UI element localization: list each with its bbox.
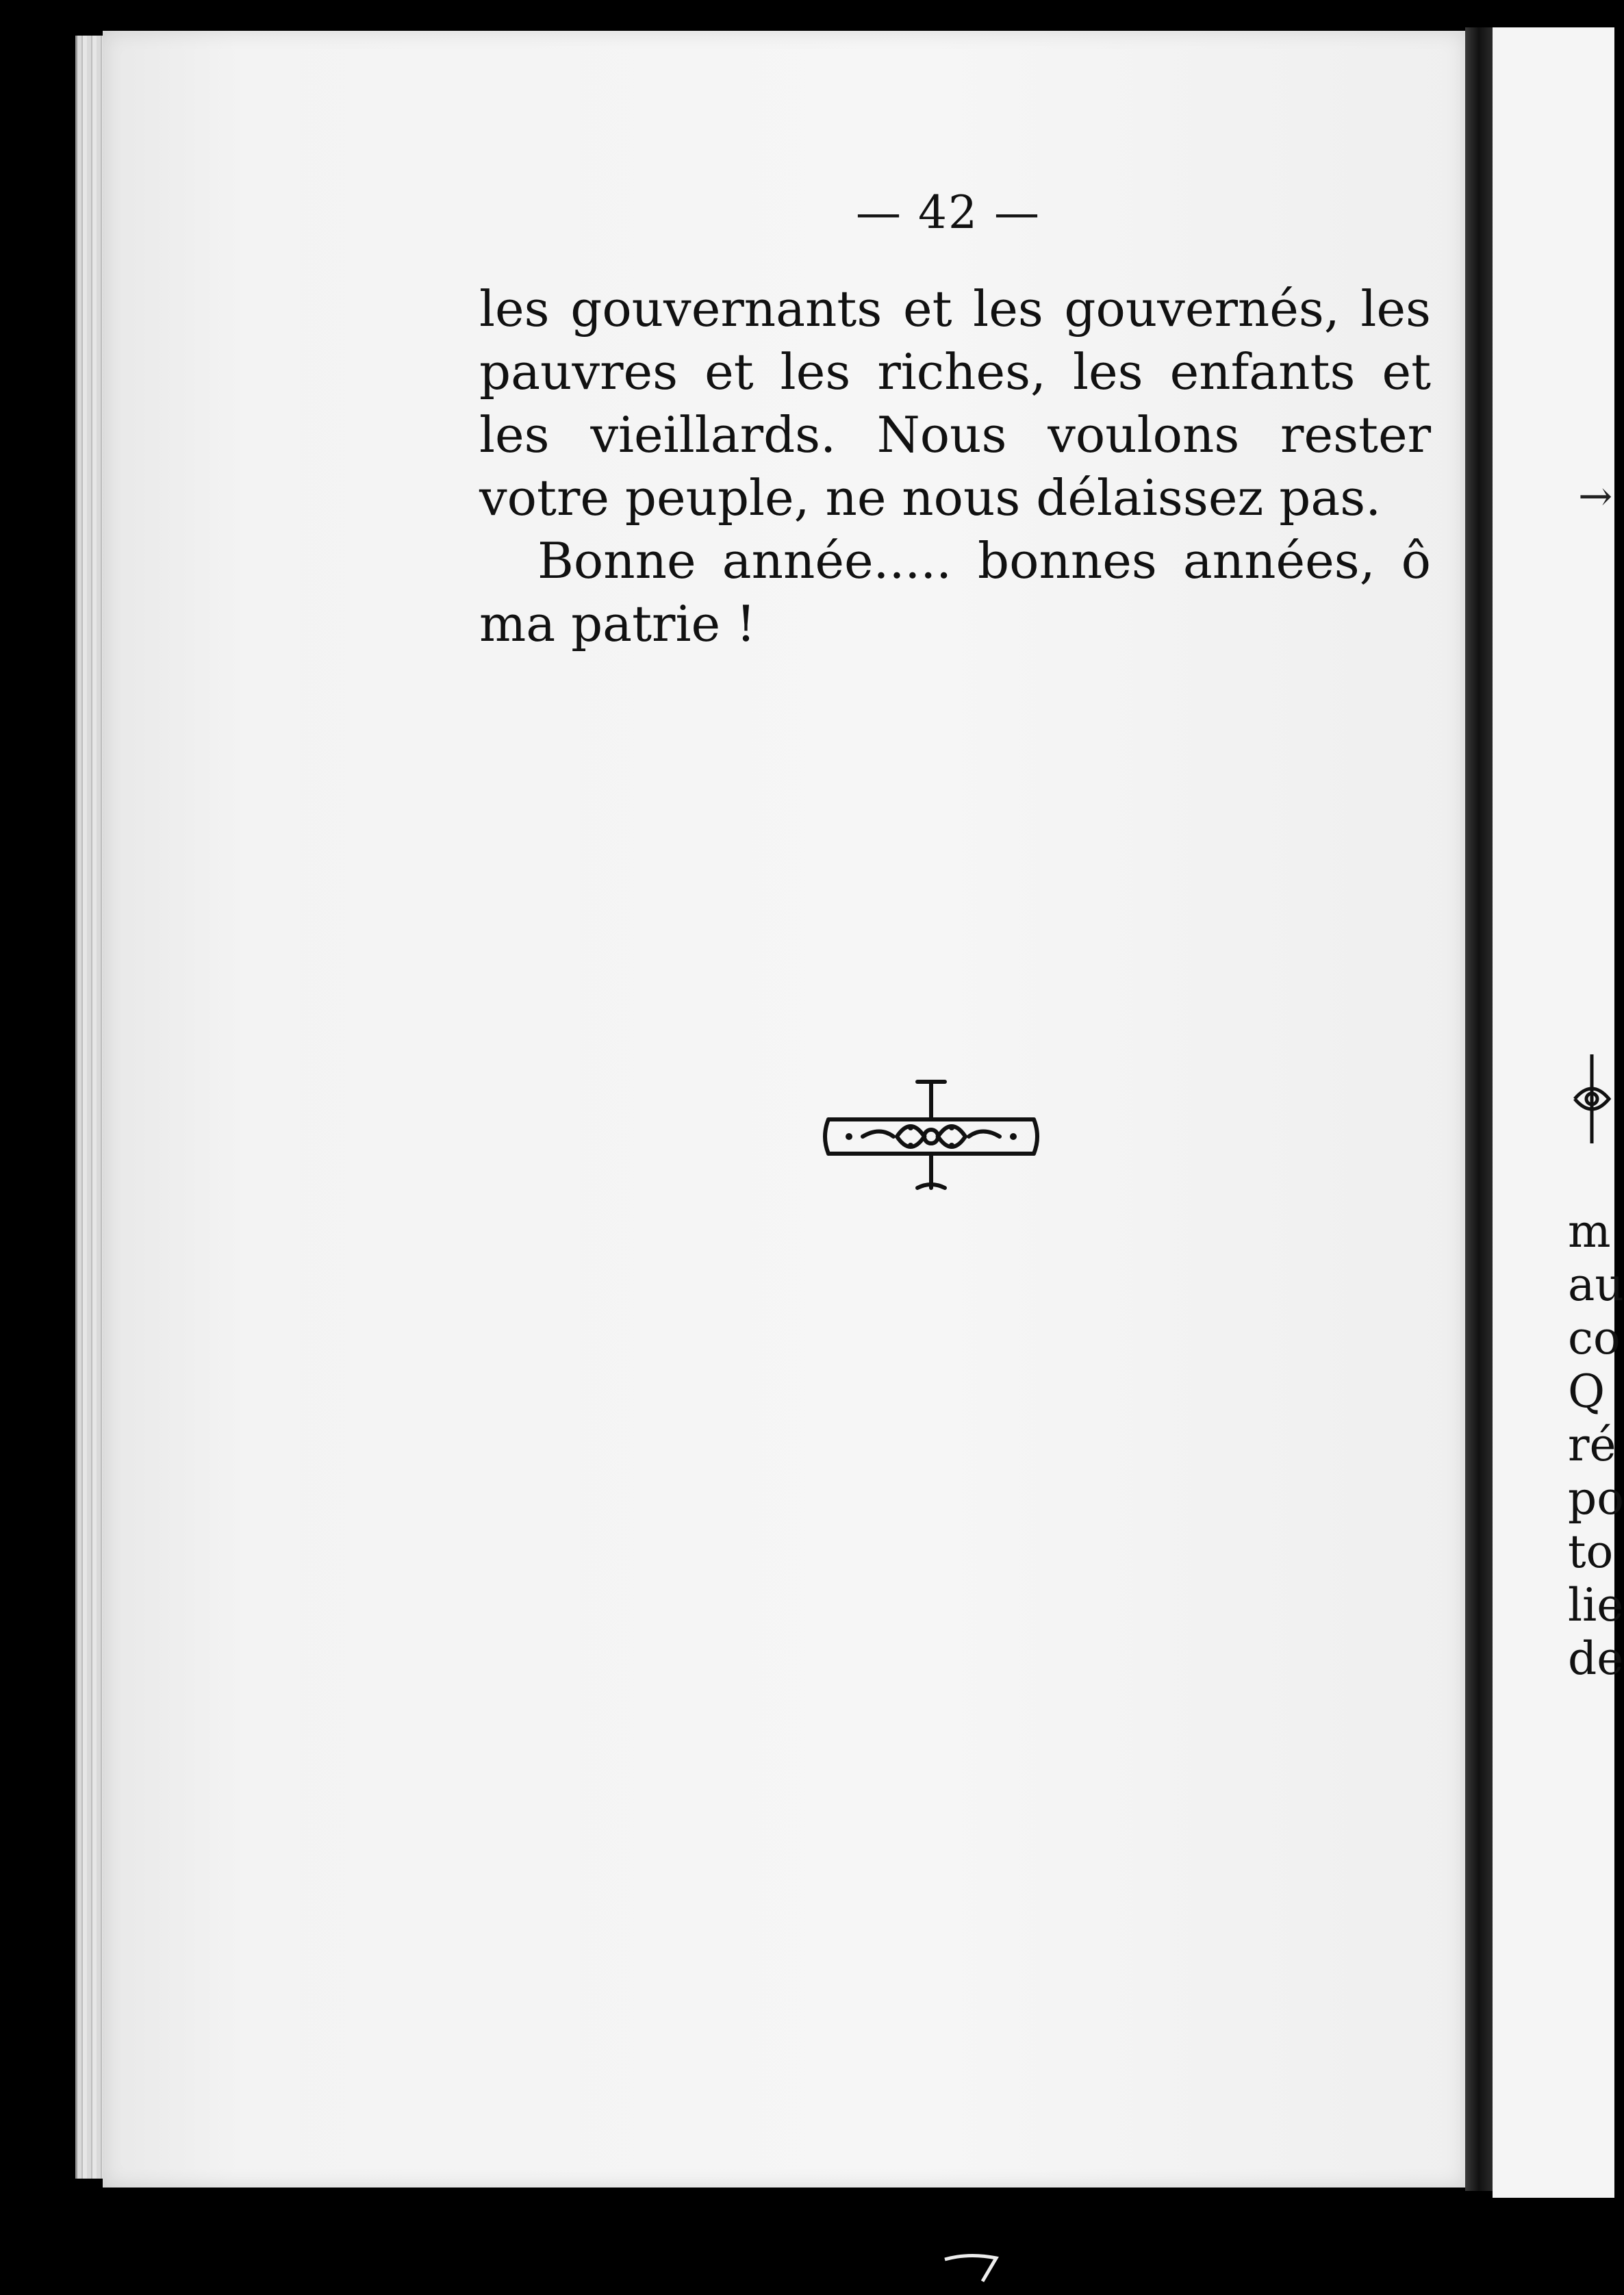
- text-fragment: po: [1568, 1472, 1624, 1525]
- text-fragment: to: [1568, 1525, 1614, 1578]
- facing-page-text: [1568, 1205, 1624, 1686]
- body-text: [479, 277, 1431, 655]
- book-gutter: [1465, 27, 1493, 2191]
- fleuron-ornament-icon: [1571, 1048, 1619, 1150]
- text-fragment: lie: [1568, 1579, 1624, 1632]
- text-fragment: co: [1568, 1312, 1621, 1365]
- text-fragment: ré: [1568, 1419, 1616, 1471]
- text-line: les vieillards. Nous voulons rester: [479, 406, 1431, 464]
- text-line: Bonne année..... bonnes années, ô: [537, 532, 1431, 589]
- text-line: votre peuple, ne nous délaissez pas.: [479, 469, 1382, 527]
- text-line: ma patrie !: [479, 595, 756, 652]
- text-fragment: m: [1568, 1205, 1611, 1258]
- page-number: — 42 —: [856, 186, 1041, 239]
- text-line: pauvres et les riches, les enfants et: [479, 343, 1431, 401]
- arrow-fragment: →: [1578, 472, 1613, 520]
- text-fragment: de: [1568, 1632, 1624, 1685]
- fleuron-ornament-icon: [822, 1078, 1041, 1195]
- scan-mark-icon: [941, 2253, 1003, 2283]
- text-fragment: Q: [1568, 1365, 1606, 1418]
- text-line: les gouvernants et les gouvernés, les: [479, 280, 1431, 338]
- text-fragment: au: [1568, 1258, 1624, 1311]
